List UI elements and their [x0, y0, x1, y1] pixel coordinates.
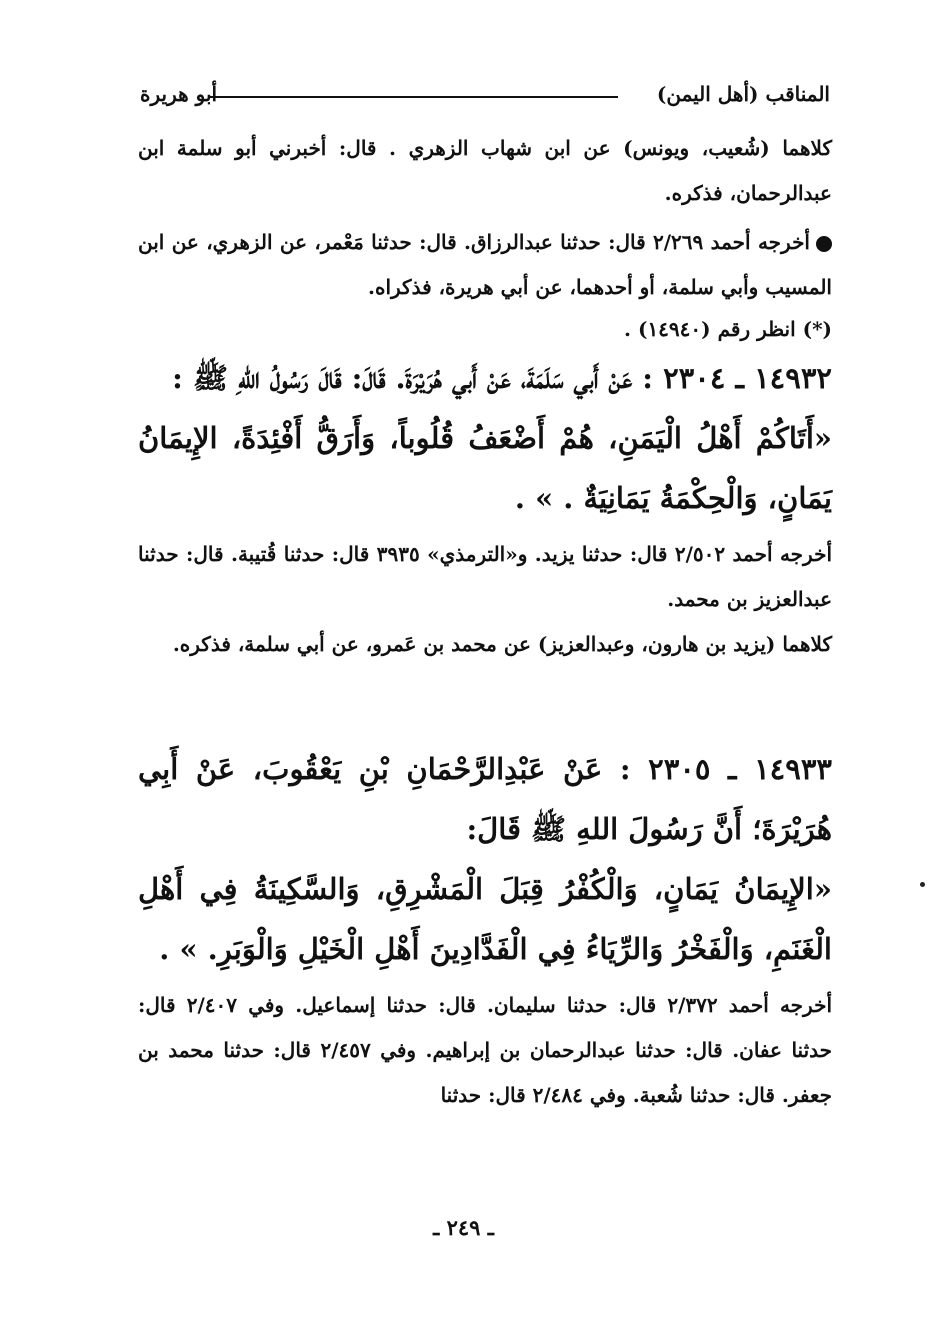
page-number: ـ ٢٤٩ ـ: [433, 1215, 494, 1240]
header-rule: [210, 96, 618, 98]
hadith-14933-text: «الإِيمَانُ يَمَانٍ، وَالْكُفْرُ قِبَلَ الْمَشْرِقِ، وَالسَّكِينَةُ فِي أَهْلِ الْغَنَمِ، وَالْفَخْرُ وَالرِّيَاءُ فِي الْفَدَّادِينَ أَهْلِ الْخَيْلِ وَالْوَبَرِ. » .: [138, 872, 832, 966]
bullet-icon: [816, 236, 832, 252]
takhrij-3: أخرجه أحمد ٢/٣٧٢ قال: حدثنا سليمان. قال: حدثنا إسماعيل. وفي ٢/٤٠٧ قال: حدثنا عفان. قال: حدثنا عبدالرحمان بن إبراهيم. وفي ٢/٤٥٧ قال: حدثنا محمد بن جعفر. قال: حدثنا شُعبة. وفي ٢/٤٨٤ قال: حدثنا: [138, 993, 833, 1107]
takhrij-2: كلاهما (يزيد بن هارون، وعبدالعزيز) عن محمد بن عَمرو، عن أبي سلمة، فذكره.: [172, 632, 832, 656]
paragraph-2-text: أخرجه أحمد ٢/٢٦٩ قال: حدثنا عبدالرزاق. قال: حدثنا مَعْمر، عن الزهري، عن ابن المسيب وأبي سلمة، أو أحدهما، عن أبي هريرة، فذكراه.: [138, 230, 832, 299]
paragraph-1: كلاهما (شُعيب، ويونس) عن ابن شهاب الزهري . قال: أخبرني أبو سلمة ابن عبدالرحمان، فذكره.: [138, 136, 832, 205]
page-body: [138, 126, 832, 1118]
section-title: أبو هريرة: [140, 82, 218, 106]
scan-speck: [920, 882, 925, 887]
cross-reference: (*) انظر رقم (١٤٩٤٠) .: [624, 317, 832, 341]
hadith-14933-heading: ١٤٩٣٣ ـ ٢٣٠٥ : عَنْ عَبْدِالرَّحْمَانِ بْنِ يَعْقُوبَ، عَنْ أَبِي هُرَيْرَةَ؛ أَنَّ رَسُولَ اللهِ ﷺ قَالَ:: [138, 752, 832, 846]
hadith-14932-text: «أَتَاكُمْ أَهْلُ الْيَمَنِ، هُمْ أَضْعَفُ قُلُوباً، وَأَرَقُّ أَفْئِدَةً، الإِيمَانُ يَمَانٍ، وَالْحِكْمَةُ يَمَانِيَةٌ . » .: [138, 421, 832, 515]
paragraph-2: [138, 220, 832, 310]
chapter-title: المناقب (أهل اليمن): [656, 82, 830, 106]
spacer: [138, 667, 832, 739]
takhrij-1: أخرجه أحمد ٢/٥٠٢ قال: حدثنا يزيد. و«الترمذي» ٣٩٣٥ قال: حدثنا قُتيبة. قال: حدثنا عبدالعزيز بن محمد.: [138, 542, 832, 611]
hadith-14932-heading: ١٤٩٣٢ ـ ٢٣٠٤ : عَنْ أَبي سَلَمَةَ، عَنْ أَبي هُرَيْرَةَ. قَالَ: قَالَ رَسُولُ اللهِ ﷺ :: [172, 361, 832, 395]
running-header: [140, 82, 830, 116]
